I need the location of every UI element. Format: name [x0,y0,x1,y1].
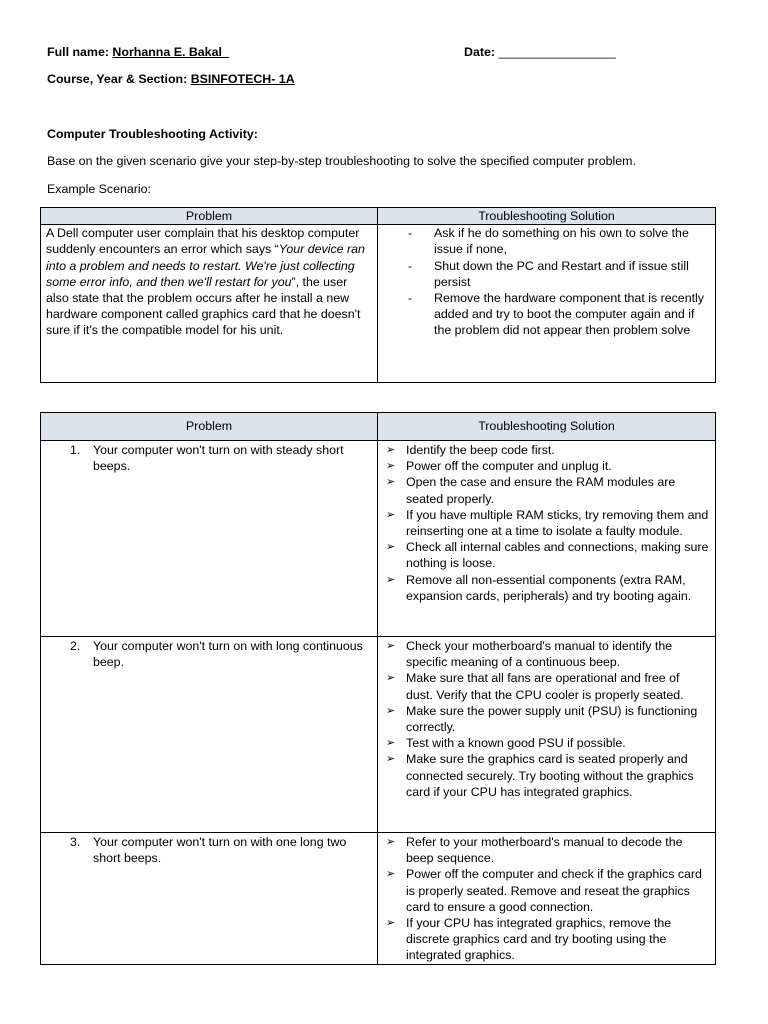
table-row [41,833,716,965]
list-item: ➢ Remove all non-essential components (extra RAM, expansion cards, peripherals) and try booting again. [382,572,711,604]
list-item: ➢ If you have multiple RAM sticks, try removing them and reinserting one at a time to isolate a faulty module. [382,507,711,539]
example-label: Example Scenario: [47,182,151,196]
example-solution-cell [378,225,716,383]
list-item: ➢ If your CPU has integrated graphics, remove the discrete graphics card and try booting using the integrated graphics. [382,915,711,964]
example-problem-part1: A Dell computer user complain that his desktop computer suddenly encounters an error which says “ [46,226,360,257]
solution-list [382,638,711,800]
problem-item [45,638,373,670]
list-item: ➢ Make sure that all fans are operational and free of dust. Verify that the CPU cooler is properly seated. [382,670,711,702]
fullname-value: Norhanna E. Bakal_ [112,45,229,59]
list-item: - Shut down the PC and Restart and if issue still persist [382,258,711,290]
solution-list [382,834,711,964]
course-label: Course, Year & Section: [47,72,188,86]
main-col-solution: Troubleshooting Solution [378,413,716,441]
list-item: - Ask if he do something on his own to solve the issue if none, [382,225,711,257]
list-item: ➢ Make sure the power supply unit (PSU) is functioning correctly. [382,703,711,735]
troubleshooting-table [40,412,716,965]
problem-cell [41,441,378,637]
table-row [41,637,716,833]
example-problem-quote: Your device ran into a problem and needs to restart. We're just collecting some error info, and then we'll restart for you [46,242,365,289]
problem-item [45,442,373,474]
main-col-problem: Problem [41,413,378,441]
list-item: ➢ Test with a known good PSU if possible. [382,735,711,751]
course-value: BSINFOTECH- 1A [190,72,295,86]
list-item: - Remove the hardware component that is recently added and try to boot the computer again and if the problem did not appear then problem solve [382,290,711,339]
example-col-solution: Troubleshooting Solution [378,208,716,225]
problem-text: Your computer won't turn on with steady short beeps. [93,443,344,474]
example-problem-cell [41,225,378,383]
solution-cell [378,637,716,833]
example-table [40,207,716,383]
problem-text: Your computer won't turn on with long continuous beep. [93,639,363,670]
problem-cell [41,833,378,965]
course-line [47,71,295,87]
date-line [464,44,616,60]
example-solution-list [382,225,711,338]
problem-number: 3. [70,835,81,849]
example-problem-part2: ”, the user also state that the problem occurs after he install a new hardware component called graphics card that he doesn't sure if it's the compatible model for his unit. [46,274,361,338]
problem-text: Your computer won't turn on with one long two short beeps. [93,835,347,866]
fullname-line [47,44,229,60]
solution-cell [378,441,716,637]
solution-cell [378,833,716,965]
list-item: ➢ Check all internal cables and connections, making sure nothing is loose. [382,539,711,571]
date-value: _________________ [498,45,616,59]
problem-cell [41,637,378,833]
list-item: ➢ Identify the beep code first. [382,442,711,458]
solution-list [382,442,711,604]
table-row [41,441,716,637]
fullname-label: Full name: [47,45,109,59]
list-item: ➢ Refer to your motherboard's manual to decode the beep sequence. [382,834,711,866]
problem-number: 1. [70,443,81,457]
instructions: Base on the given scenario give your step-by-step troubleshooting to solve the specified computer problem. [47,154,636,168]
list-item: ➢ Power off the computer and unplug it. [382,458,711,474]
list-item: ➢ Power off the computer and check if the graphics card is properly seated. Remove and reseat the graphics card to ensure a good connection. [382,866,711,915]
problem-item [45,834,373,866]
example-col-problem: Problem [41,208,378,225]
list-item: ➢ Open the case and ensure the RAM modules are seated properly. [382,474,711,506]
problem-number: 2. [70,639,81,653]
list-item: ➢ Make sure the graphics card is seated properly and connected securely. Try booting without the graphics card if your CPU has integrated graphics. [382,751,711,800]
list-item: ➢ Check your motherboard's manual to identify the specific meaning of a continuous beep. [382,638,711,670]
activity-title: Computer Troubleshooting Activity: [47,127,258,141]
date-label: Date: [464,45,495,59]
